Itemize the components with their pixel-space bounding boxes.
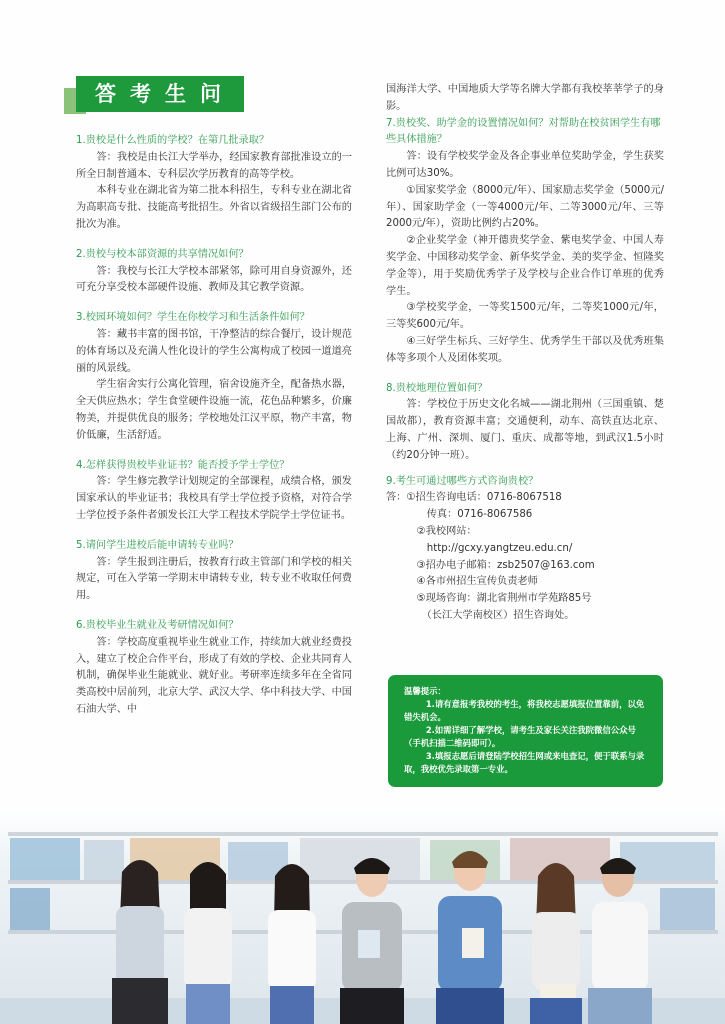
student-3: [268, 864, 316, 1024]
faq-answer-8: 答：学校位于历史文化名城——湖北荆州（三国重镇、楚国故都），教育资源丰富；交通便利，动车、高铁直达北京、上海、广州、深圳、厦门、重庆、成都等地，到武汉1.5小时（约20分钟一班）。: [386, 399, 664, 461]
faq-answer-4: 答：学生修完教学计划规定的全部课程，成绩合格，颁发国家承认的毕业证书；我校具有学士学位授予资格，对符合学士学位授予条件者颁发长江大学工程技术学院学士学位证书。: [76, 476, 352, 521]
tip-item-3: 3.填报志愿后请登陆学校招生网或来电查记，便于联系与录取，我校优先录取第一专业。: [404, 751, 645, 774]
faq-question-5: 5.请问学生进校后能申请转专业吗？: [76, 539, 239, 551]
contact-website-label: ②我校网站：: [386, 525, 477, 537]
contact-onsite-address: ⑤现场咨询：湖北省荆州市学苑路85号: [386, 593, 592, 605]
faq-answer-7b: ①国家奖学金（8000元/年）、国家励志奖学金（5000元/年）、国家助学金（一等4000元/年、二等3000元/年、三等2000元/年），资助比例约占20%。: [386, 184, 664, 230]
tip-box: [388, 675, 663, 787]
students-illustration: [0, 808, 725, 1024]
faq-answer-7d: ③学校奖学金，一等奖1500元/年，二等奖1000元/年，三等奖600元/年。: [386, 302, 664, 331]
contact-email: ③招办电子邮箱：zsb2507@163.com: [386, 559, 595, 571]
contact-website-url: http://gcxy.yangtzeu.edu.cn/: [386, 542, 573, 554]
tip-title: 温馨提示：: [404, 686, 446, 696]
faq-answer-6-continued: 国海洋大学、中国地质大学等名牌大学都有我校莘莘学子的身影。: [386, 84, 664, 112]
faq-question-6: 6.贵校毕业生就业及考研情况如何？: [76, 619, 239, 631]
contact-teachers: ④各市州招生宣传负责老师: [386, 576, 538, 588]
faq-answer-6: 答：学校高度重视毕业生就业工作，持续加大就业经费投入，建立了校企合作平台，形成了有效的学校、企业共同育人机制，确保毕业生能就业、就好业。考研率连续多年在全省同类高校中居前列，北京大学、武汉大学、华中科技大学、中国石油大学、中: [76, 636, 352, 715]
faq-answer-3a: 答：藏书丰富的图书馆，干净整洁的综合餐厅，设计规范的体育场以及充满人性化设计的学生公寓构成了校园一道道亮丽的风景线。: [76, 328, 352, 374]
contact-fax: 传真：0716-8067586: [386, 509, 533, 521]
faq-answer-2: 答：我校与长江大学校本部紧邻，除可用自身资源外，还可充分享受校本部硬件设施、教师及其它教学资源。: [76, 265, 352, 294]
contact-phone: 答：①招生咨询电话：0716-8067518: [386, 492, 562, 504]
faq-answer-7c: ②企业奖学金（神开德贵奖学金、紫电奖学金、中国人寿奖学金、中国移动奖学金、新华奖学金、美的奖学金、恒隆奖学金等），用于奖励优秀学子及学校与企业合作订单班的优秀学生。: [386, 235, 664, 297]
faq-question-4: 4.怎样获得贵校毕业证书？能否授予学士学位？: [76, 459, 290, 471]
faq-question-2: 2.贵校与校本部资源的共享情况如何？: [76, 248, 249, 260]
faq-question-7: 7.贵校奖、助学金的设置情况如何？对帮助在校贫困学生有哪些具体措施？: [386, 117, 661, 146]
tip-item-1: 1.请有意报考我校的考生，将我校志愿填报位置靠前，以免错失机会。: [404, 699, 645, 722]
student-2: [184, 862, 232, 1024]
tip-item-2: 2.如需详细了解学校，请考生及家长关注我院微信公众号（手机扫描二维码即可）。: [404, 725, 636, 748]
faq-answer-7e: ④三好学生标兵、三好学生、优秀学生干部以及优秀班集体等多项个人及团体奖项。: [386, 335, 664, 364]
faq-answer-7a: 答：设有学校奖学金及各企事业单位奖助学金，学生获奖比例可达30%。: [386, 151, 664, 179]
faq-question-9: 9.考生可通过哪些方式咨询贵校？: [386, 475, 539, 487]
faq-question-1: 1.贵校是什么性质的学校？在第几批录取？: [76, 135, 270, 146]
faq-answer-1a: 答：我校是由长江大学举办，经国家教育部批准设立的一所全日制普通本、专科层次学历教育的高等学校。: [76, 151, 352, 180]
faq-right-column: [386, 82, 664, 625]
student-6: [530, 863, 582, 1024]
faq-answer-1b: 本科专业在湖北省为第二批本科招生，专科专业在湖北省为高职高专批、技能高考批招生。外省以省级招生部门公布的批次为准。: [76, 185, 352, 230]
faq-answer-5: 答：学生报到注册后，按教育行政主管部门和学校的相关规定，可在入学第一学期末申请转专业，转专业不收取任何费用。: [76, 556, 352, 602]
contact-onsite-office: （长江大学南校区）招生咨询处。: [386, 609, 575, 621]
faq-question-3: 3.校园环境如何？学生在你校学习和生活条件如何？: [76, 312, 310, 324]
faq-question-8: 8.贵校地理位置如何？: [386, 382, 488, 394]
page-title: 答考生问: [76, 76, 244, 112]
students-photo: [0, 808, 725, 1024]
faq-left-column: [76, 133, 352, 719]
faq-answer-3b: 学生宿舍实行公寓化管理，宿舍设施齐全，配备热水器，全天供应热水；学生食堂硬件设施一流，花色品种繁多，价廉物美，并提供优良的服务；学校地处江汉平原，物产丰富，物价低廉，生活舒适。: [76, 379, 352, 441]
section-title-banner: [64, 76, 244, 114]
